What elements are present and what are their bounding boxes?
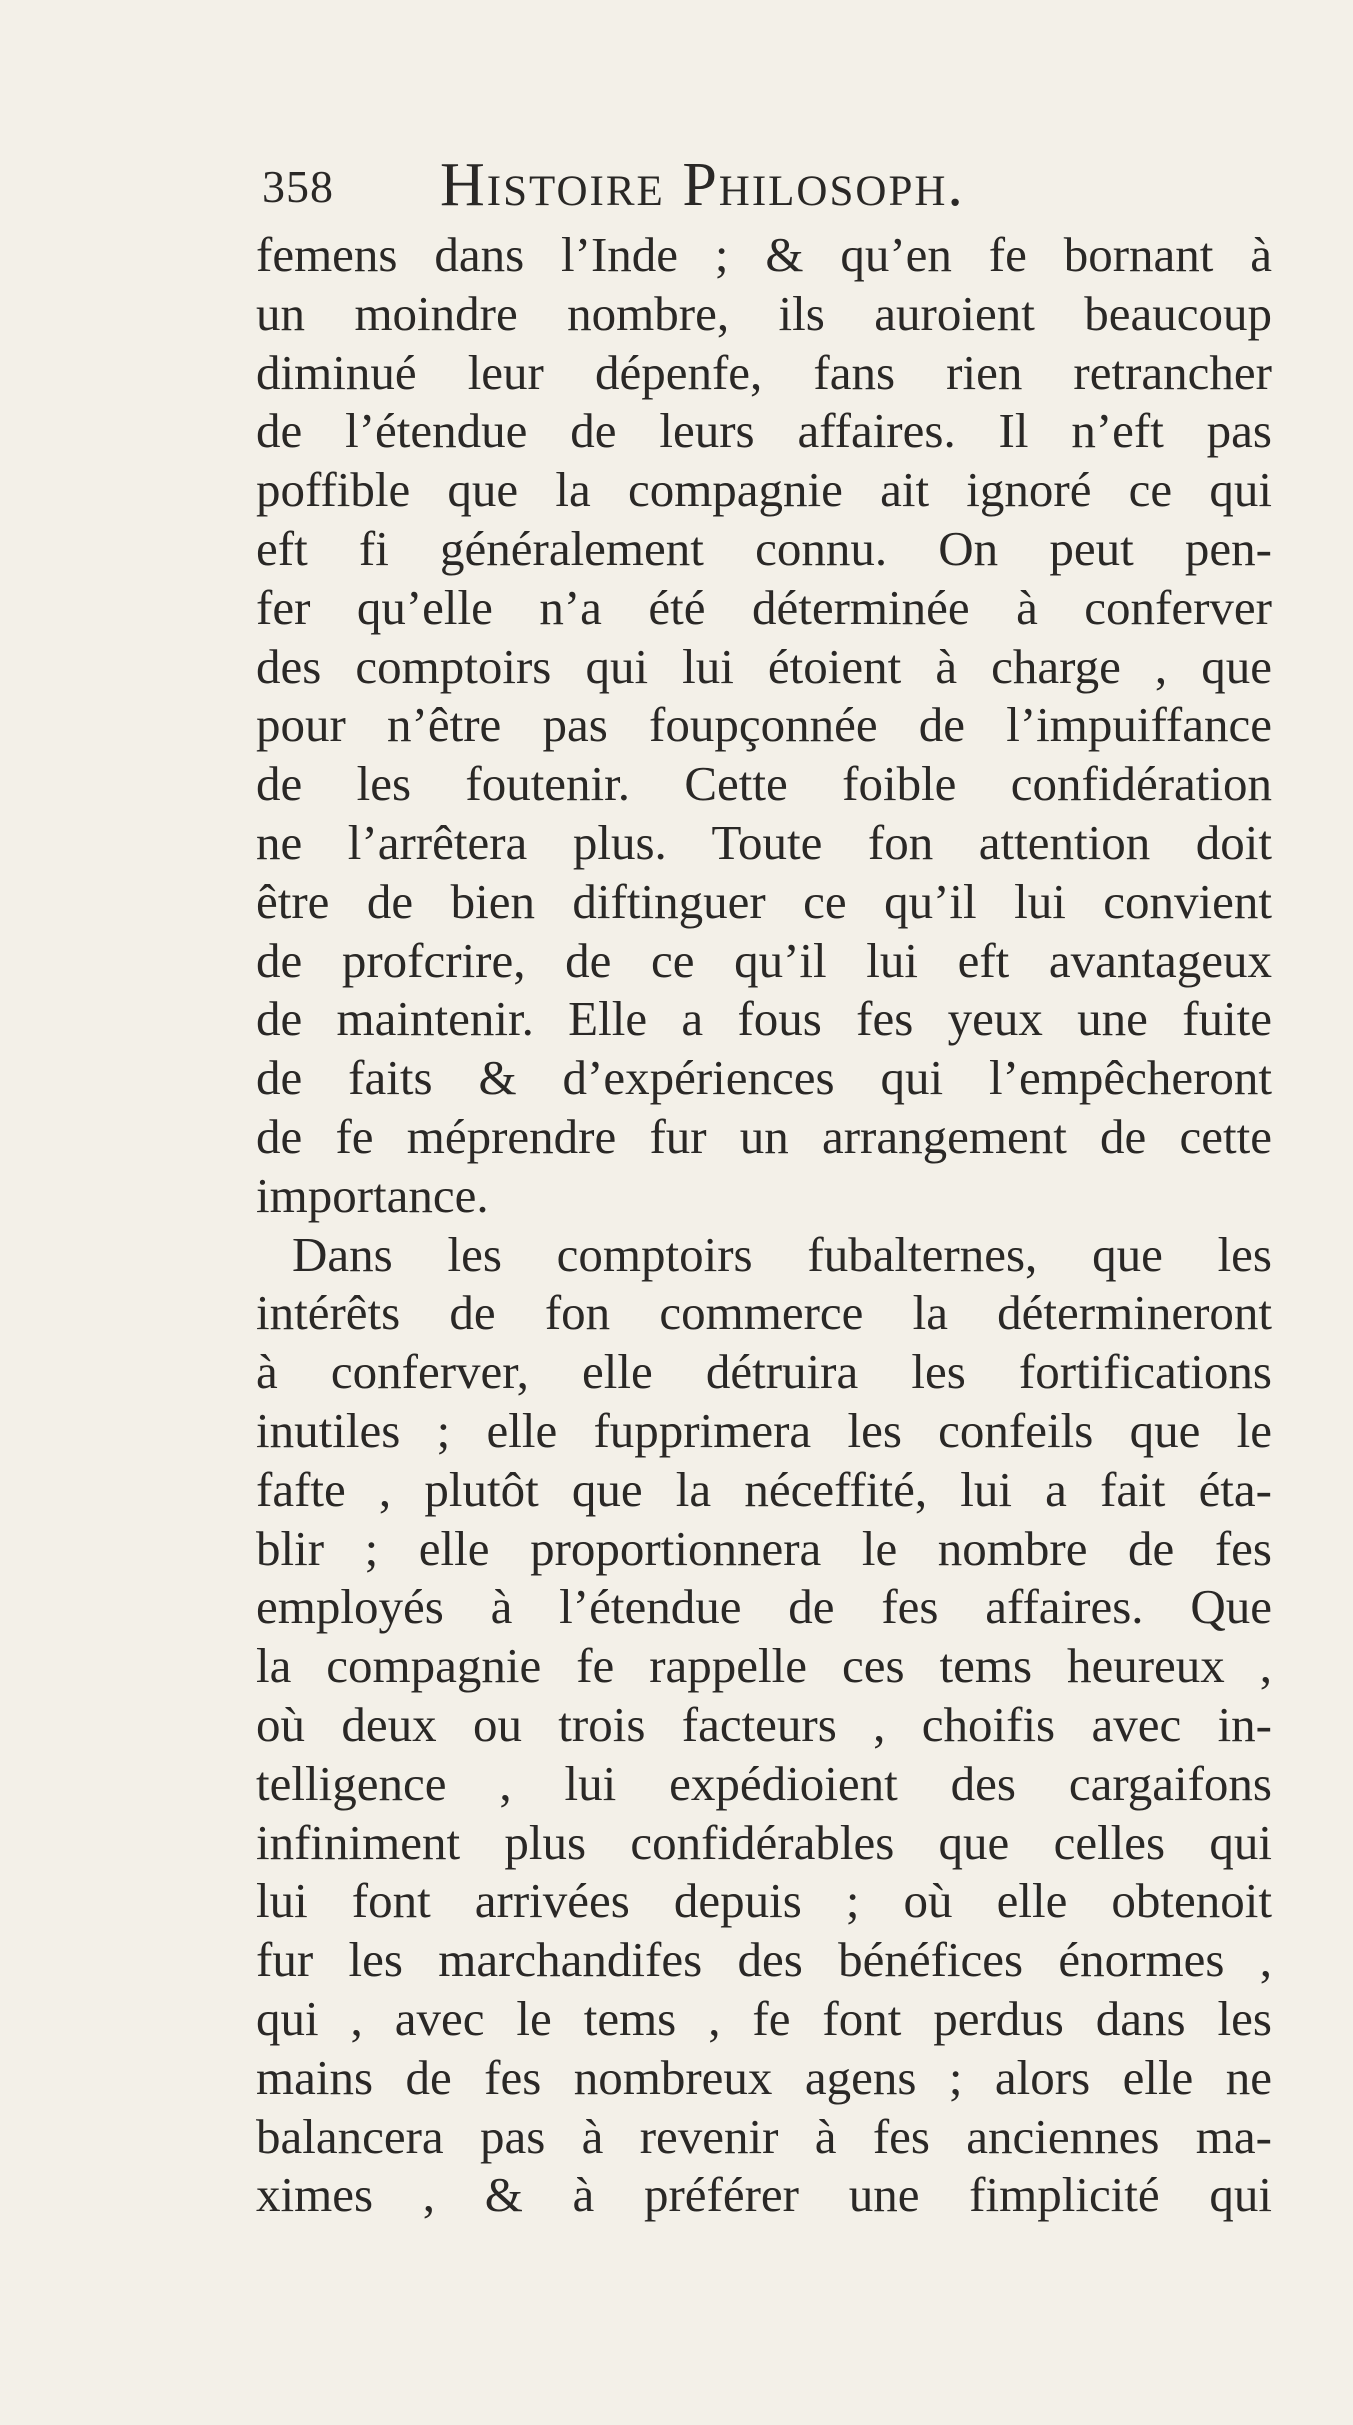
text-line: ne l’arrêtera plus. Toute fon attention doit — [256, 814, 1272, 870]
running-title: Histoire Philosoph. — [440, 151, 965, 219]
text-line: lui font arrivées depuis ; où elle obtenoit — [256, 1873, 1272, 1929]
text-line: eft fi généralement connu. On peut pen- — [256, 520, 1272, 576]
text-line: de profcrire, de ce qu’il lui eft avantageux — [256, 932, 1272, 988]
text-line: balancera pas à revenir à fes anciennes ma- — [256, 2108, 1272, 2164]
page-header — [262, 150, 1262, 220]
text-line: où deux ou trois facteurs , choifis avec in- — [256, 1696, 1272, 1752]
text-line: un moindre nombre, ils auroient beaucoup — [256, 285, 1272, 341]
text-line: de faits & d’expériences qui l’empêcheront — [256, 1050, 1272, 1106]
text-line: importance. — [256, 1167, 489, 1223]
text-line: de maintenir. Elle a fous fes yeux une fuite — [256, 991, 1272, 1047]
text-line: infiniment plus confidérables que celles qui — [256, 1814, 1272, 1870]
text-line: de l’étendue de leurs affaires. Il n’eft pas — [256, 403, 1272, 459]
text-line: la compagnie fe rappelle ces tems heureux , — [256, 1638, 1272, 1694]
text-line: pour n’être pas foupçonnée de l’impuiffance — [256, 697, 1272, 753]
text-line: fer qu’elle n’a été déterminée à conferver — [256, 579, 1272, 635]
text-line: femens dans l’Inde ; & qu’en fe bornant à — [256, 227, 1272, 282]
text-line: de les foutenir. Cette foible confidération — [256, 756, 1272, 812]
text-line: telligence , lui expédioient des cargaifons — [256, 1755, 1272, 1811]
text-line: intérêts de fon commerce la détermineront — [256, 1285, 1272, 1341]
text-line: fur les marchandifes des bénéfices énormes , — [256, 1932, 1272, 1988]
page-number: 358 — [262, 161, 334, 212]
text-line: employés à l’étendue de fes affaires. Que — [256, 1579, 1272, 1635]
body-text — [256, 226, 1272, 2225]
text-line: des comptoirs qui lui étoient à charge , que — [256, 638, 1272, 694]
text-line: inutiles ; elle fupprimera les confeils que le — [256, 1402, 1272, 1458]
text-line: poffible que la compagnie ait ignoré ce qui — [256, 462, 1272, 518]
text-line: diminué leur dépenfe, fans rien retrancher — [256, 344, 1272, 400]
text-line: à conferver, elle détruira les fortifications — [256, 1344, 1272, 1400]
text-line: être de bien diftinguer ce qu’il lui convient — [256, 873, 1272, 929]
text-line: blir ; elle proportionnera le nombre de fes — [256, 1520, 1272, 1576]
text-line: ximes , & à préférer une fimplicité qui — [256, 2167, 1272, 2223]
text-line: mains de fes nombreux agens ; alors elle ne — [256, 2049, 1272, 2105]
text-line: de fe méprendre fur un arrangement de cette — [256, 1108, 1272, 1164]
paragraph-start-line: Dans les comptoirs fubalternes, que les — [292, 1226, 1272, 1282]
text-line: qui , avec le tems , fe font perdus dans les — [256, 1990, 1272, 2046]
text-line: fafte , plutôt que la néceffité, lui a fait éta- — [256, 1461, 1272, 1517]
